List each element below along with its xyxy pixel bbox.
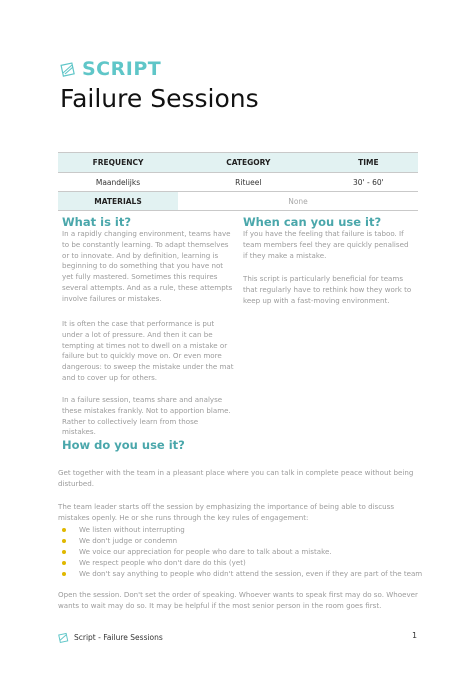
header-category: CATEGORY — [178, 153, 319, 173]
info-table — [58, 152, 418, 211]
rule-item — [62, 568, 422, 579]
rule-item — [62, 557, 422, 568]
footer-text: Script - Failure Sessions — [74, 633, 163, 642]
how-heading: How do you use it? — [62, 438, 185, 452]
bullet-dot-icon — [62, 550, 66, 554]
value-frequency: Maandelijks — [58, 173, 178, 192]
script-logo-icon — [60, 61, 76, 77]
materials-label: MATERIALS — [58, 192, 178, 211]
page-footer — [58, 632, 163, 643]
header-time: TIME — [319, 153, 418, 173]
header-frequency: FREQUENCY — [58, 153, 178, 173]
what-paragraph-1: In a rapidly changing environment, teams have to be constantly learning. To adapt themselves or to innovate. And by definition, learning is beginning to do something that you have not yet fully mastered. Sometimes this requires several attempts. And as a rule, these attempts involve failures or mistakes. — [62, 229, 233, 303]
how-intro: Get together with the team in a pleasant place where you can talk in complete peace without being disturbed. — [58, 468, 414, 488]
rules-list — [62, 524, 422, 579]
value-time: 30' - 60' — [319, 173, 418, 192]
when-paragraph-2: This script is particularly beneficial for teams that regularly have to rethink how they work to keep up with a fast-moving environment. — [243, 274, 412, 305]
bullet-dot-icon — [62, 561, 66, 565]
when-paragraph-1: If you have the feeling that failure is taboo. If team members feel they are quickly penalised if they make a mistake. — [243, 229, 409, 260]
rule-text: We voice our appreciation for people who dare to talk about a mistake. — [79, 547, 332, 556]
when-heading: When can you use it? — [243, 215, 382, 229]
info-table-values-row — [58, 173, 418, 192]
rule-text: We listen without interrupting — [79, 525, 185, 534]
document-header — [60, 58, 259, 114]
rule-text: We respect people who don't dare do this (yet) — [79, 558, 246, 567]
rule-text: We don't say anything to people who didn't attend the session, even if they are part of the team — [79, 569, 423, 578]
rule-item — [62, 535, 422, 546]
materials-value: None — [178, 192, 418, 211]
script-logo-icon — [58, 632, 69, 643]
how-closing: Open the session. Don't set the order of speaking. Whoever wants to speak first may do so. Whoever wants to wait may do so. It may be helpful if the most senior person in the room goes first. — [58, 590, 418, 610]
page-number: 1 — [412, 631, 418, 640]
rule-text: We don't judge or condemn — [79, 536, 178, 545]
rule-item — [62, 524, 422, 535]
bullet-dot-icon — [62, 528, 66, 532]
bullet-dot-icon — [62, 572, 66, 576]
info-table-materials-row — [58, 192, 418, 211]
rule-item — [62, 546, 422, 557]
how-lead: The team leader starts off the session by emphasizing the importance of being able to discuss mistakes openly. He or she runs through the key rules of engagement: — [58, 502, 395, 522]
brand-row — [60, 58, 259, 80]
what-paragraph-2: It is often the case that performance is put under a lot of pressure. And then it can be tempting at times not to dwell on a mistake or failure but to quickly move on. Or even more dangerous: to sweep the mistake under the mat and to cover up for others. — [62, 319, 234, 382]
value-category: Ritueel — [178, 173, 319, 192]
info-table-header-row — [58, 153, 418, 173]
bullet-dot-icon — [62, 539, 66, 543]
what-heading: What is it? — [62, 215, 132, 229]
page-title: Failure Sessions — [60, 84, 259, 113]
what-paragraph-3: In a failure session, teams share and analyse these mistakes frankly. Not to apportion blame. Rather to collectively learn from those mistakes. — [62, 395, 231, 437]
brand-label: SCRIPT — [82, 58, 162, 80]
